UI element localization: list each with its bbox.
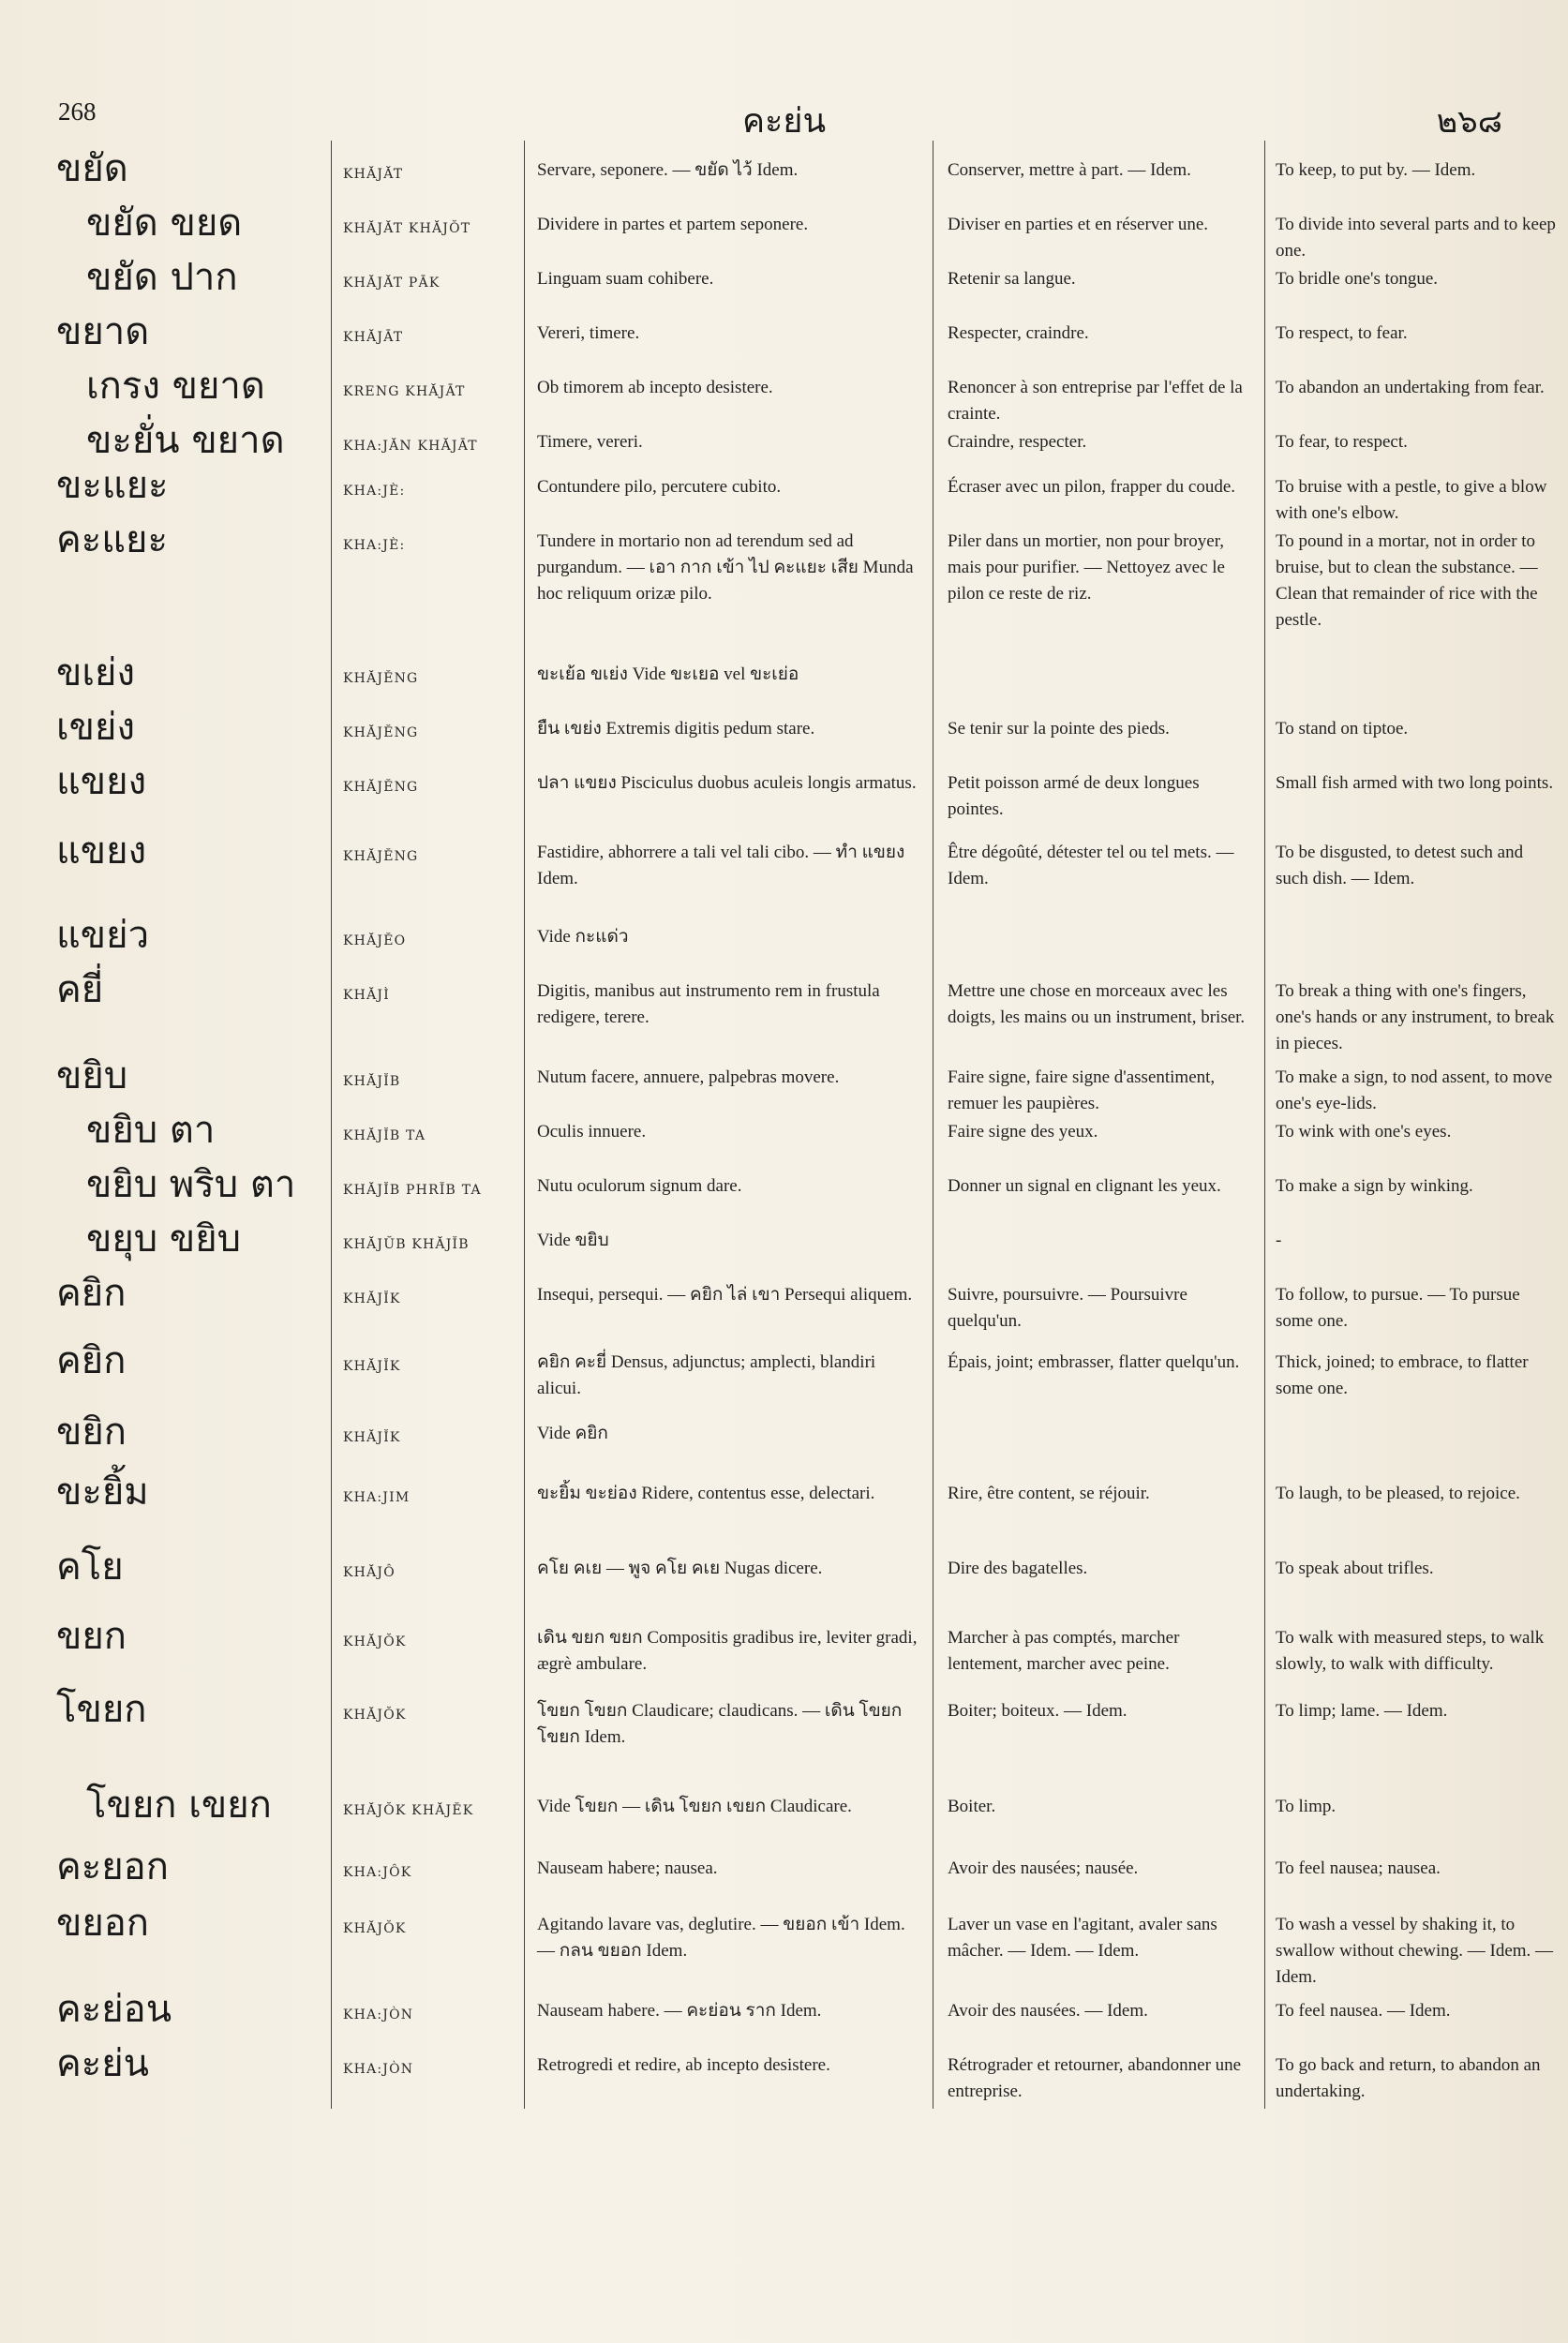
romanization: KHĂJŎK xyxy=(343,1634,407,1649)
thai-headword: คยิก xyxy=(56,1272,127,1315)
french-definition: Avoir des nausées; nausée. xyxy=(948,1858,1139,1878)
latin-definition: Nauseam habere; nausea. xyxy=(537,1858,718,1878)
latin-definition: Nauseam habere. — คะย่อน ราก Idem. xyxy=(537,2001,822,2021)
romanization: KHĂJÌ xyxy=(343,988,390,1003)
thai-headword: ขยัด ขยด xyxy=(86,201,243,245)
french-definition: Avoir des nausées. — Idem. xyxy=(948,2001,1148,2021)
french-definition: Respecter, craindre. xyxy=(948,323,1089,343)
romanization: KHA:JIM xyxy=(343,1490,411,1505)
romanization: KRENG KHĂJĀT xyxy=(343,384,466,399)
thai-headword: คะย่อน xyxy=(56,1988,172,2031)
thai-headword: คยิก xyxy=(56,1339,127,1382)
thai-headword: ขยาด xyxy=(56,310,150,353)
english-definition: To limp. xyxy=(1276,1797,1337,1816)
english-definition: To abandon an undertaking from fear. xyxy=(1276,378,1545,397)
romanization: KHA:JÒN xyxy=(343,2062,414,2077)
english-definition: To fear, to respect. xyxy=(1276,432,1408,452)
french-definition: Épais, joint; embrasser, flatter quelqu'un. xyxy=(948,1352,1240,1372)
french-definition: Mettre une chose en morceaux avec les doigts, les mains ou un instrument, briser. xyxy=(948,981,1246,1027)
english-definition: To wink with one's eyes. xyxy=(1276,1122,1452,1142)
romanization: KHA:JÈ: xyxy=(343,538,406,553)
english-definition: To break a thing with one's fingers, one's hands or any instrument, to break in pieces. xyxy=(1276,981,1555,1053)
latin-definition: ยืน เขย่ง Extremis digitis pedum stare. xyxy=(537,719,815,739)
latin-definition: ขะยิ้ม ขะย่อง Ridere, contentus esse, delectari. xyxy=(537,1484,875,1503)
thai-headword: ขะยิ้ม xyxy=(56,1470,149,1514)
thai-headword: คะย่น xyxy=(56,2042,150,2085)
latin-definition: Tundere in mortario non ad terendum sed ad purgandum. — เอา กาก เข้า ไป คะแยะ เสีย Munda hoc reliquum orizæ pilo. xyxy=(537,531,914,604)
romanization: KHĂJŬB KHĂJĬB xyxy=(343,1237,470,1252)
english-definition: To go back and return, to abandon an undertaking. xyxy=(1276,2055,1541,2101)
romanization: KHĂJŎK xyxy=(343,1708,407,1723)
english-definition: To laugh, to be pleased, to rejoice. xyxy=(1276,1484,1520,1503)
thai-headword: แขยง xyxy=(56,760,147,803)
column-rule xyxy=(524,141,525,2109)
latin-definition: Timere, vereri. xyxy=(537,432,643,452)
english-definition: To pound in a mortar, not in order to bruise, but to clean the substance. — Clean that remainder of rice with the pestle. xyxy=(1276,531,1538,630)
romanization: KHĂJĬK xyxy=(343,1430,401,1445)
latin-definition: Ob timorem ab incepto desistere. xyxy=(537,378,773,397)
thai-headword: เกรง ขยาด xyxy=(86,365,265,408)
thai-headword: ขะยั่น ขยาด xyxy=(86,419,285,462)
english-definition: Small fish armed with two long points. xyxy=(1276,773,1554,793)
romanization: KHĂJĬK xyxy=(343,1291,401,1306)
romanization: KHĂJĔNG xyxy=(343,780,419,795)
page-number-thai: ๒๖๘ xyxy=(1436,103,1502,141)
latin-definition: Nutum facere, annuere, palpebras movere. xyxy=(537,1067,840,1087)
latin-definition: Nutu oculorum signum dare. xyxy=(537,1176,742,1196)
thai-headword: ขเย่ง xyxy=(56,651,135,694)
french-definition: Retenir sa langue. xyxy=(948,269,1076,289)
french-definition: Faire signe des yeux. xyxy=(948,1122,1098,1142)
french-definition: Dire des bagatelles. xyxy=(948,1559,1088,1578)
thai-headword: ขยัด ปาก xyxy=(86,256,238,299)
latin-definition: Dividere in partes et partem seponere. xyxy=(537,215,809,234)
latin-definition: Oculis innuere. xyxy=(537,1122,647,1142)
thai-headword: ขยัด xyxy=(56,147,128,190)
thai-headword: ขยก xyxy=(56,1615,127,1658)
latin-definition: Vereri, timere. xyxy=(537,323,640,343)
latin-definition: เดิน ขยก ขยก Compositis gradibus ire, leviter gradi, ægrè ambulare. xyxy=(537,1628,918,1674)
french-definition: Faire signe, faire signe d'assentiment, remuer les paupières. xyxy=(948,1067,1216,1113)
french-definition: Marcher à pas comptés, marcher lentement, marcher avec peine. xyxy=(948,1628,1180,1674)
english-definition: To make a sign, to nod assent, to move one's eye-lids. xyxy=(1276,1067,1553,1113)
thai-headword: ขะแยะ xyxy=(56,464,169,507)
french-definition: Piler dans un mortier, non pour broyer, mais pour purifier. — Nettoyez avec le pilon ce reste de riz. xyxy=(948,531,1225,604)
romanization: KHĂJĬB PHRĬB TA xyxy=(343,1183,482,1198)
romanization: KHĂJŎK xyxy=(343,1921,407,1936)
romanization: KHĂJĂT xyxy=(343,167,404,182)
romanization: KHĂJŎK KHĂJĔK xyxy=(343,1803,474,1818)
thai-headword: โขยก เขยก xyxy=(86,1783,272,1827)
latin-definition: Vide โขยก — เดิน โขยก เขยก Claudicare. xyxy=(537,1797,852,1816)
latin-definition: คโย คเย — พูจ คโย คเย Nugas dicere. xyxy=(537,1559,823,1578)
french-definition: Boiter; boiteux. — Idem. xyxy=(948,1701,1127,1721)
latin-definition: Servare, seponere. — ขยัด ไว้ Idem. xyxy=(537,160,799,180)
column-rule xyxy=(331,141,332,2109)
thai-headword: คะแยะ xyxy=(56,518,168,561)
latin-definition: คยิก คะยี่ Densus, adjunctus; amplecti, blandiri alicui. xyxy=(537,1352,876,1398)
english-definition: Thick, joined; to embrace, to flatter some one. xyxy=(1276,1352,1529,1398)
english-definition: To wash a vessel by shaking it, to swallow without chewing. — Idem. — Idem. xyxy=(1276,1915,1554,1987)
latin-definition: Contundere pilo, percutere cubito. xyxy=(537,477,782,497)
thai-headword: คยี่ xyxy=(56,968,104,1011)
french-definition: Suivre, poursuivre. — Poursuivre quelqu'un. xyxy=(948,1285,1187,1331)
romanization: KHĂJĔNG xyxy=(343,671,419,686)
english-definition: To limp; lame. — Idem. xyxy=(1276,1701,1448,1721)
english-definition: To divide into several parts and to keep one. xyxy=(1276,215,1556,261)
latin-definition: Retrogredi et redire, ab incepto desistere. xyxy=(537,2055,830,2075)
french-definition: Être dégoûté, détester tel ou tel mets. — Idem. xyxy=(948,843,1234,888)
english-definition: To respect, to fear. xyxy=(1276,323,1408,343)
french-definition: Rétrograder et retourner, abandonner une entreprise. xyxy=(948,2055,1242,2101)
romanization: KHĂJĔNG xyxy=(343,725,419,740)
french-definition: Laver un vase en l'agitant, avaler sans mâcher. — Idem. — Idem. xyxy=(948,1915,1217,1961)
french-definition: Se tenir sur la pointe des pieds. xyxy=(948,719,1170,739)
romanization: KHA:JÈ: xyxy=(343,484,406,499)
english-definition: To walk with measured steps, to walk slowly, to walk with difficulty. xyxy=(1276,1628,1545,1674)
english-definition: To follow, to pursue. — To pursue some one. xyxy=(1276,1285,1520,1331)
romanization: KHĂJĬB xyxy=(343,1074,401,1089)
thai-headword: ขยิบ ตา xyxy=(86,1109,216,1152)
latin-definition: Agitando lavare vas, deglutire. — ขยอก เข้า Idem. — กลน ขยอก Idem. xyxy=(537,1915,905,1961)
english-definition: - xyxy=(1276,1231,1282,1250)
english-definition: To bruise with a pestle, to give a blow with one's elbow. xyxy=(1276,477,1547,523)
page-number: 268 xyxy=(58,97,97,126)
romanization: KHĂJĂT PĀK xyxy=(343,276,441,291)
latin-definition: Fastidire, abhorrere a tali vel tali cibo. — ทำ แขยง Idem. xyxy=(537,843,905,888)
english-definition: To bridle one's tongue. xyxy=(1276,269,1439,289)
romanization: KHĂJĔNG xyxy=(343,849,419,864)
french-definition: Rire, être content, se réjouir. xyxy=(948,1484,1150,1503)
thai-headword: ขยุบ ขยิบ xyxy=(86,1217,242,1261)
english-definition: To keep, to put by. — Idem. xyxy=(1276,160,1476,180)
latin-definition: Vide ขยิบ xyxy=(537,1231,609,1250)
latin-definition: Vide คยิก xyxy=(537,1424,608,1443)
thai-headword: ขยิก xyxy=(56,1410,127,1454)
latin-definition: Insequi, persequi. — คยิก ไล่ เขา Persequi aliquem. xyxy=(537,1285,913,1305)
romanization: KHĂJĬB TA xyxy=(343,1128,426,1143)
thai-headword: คะยอก xyxy=(56,1845,169,1888)
page-header xyxy=(0,94,1568,141)
thai-headword: ขยิบ พริบ ตา xyxy=(86,1163,296,1206)
french-definition: Craindre, respecter. xyxy=(948,432,1087,452)
thai-headword: แขยง xyxy=(56,829,147,873)
french-definition: Renoncer à son entreprise par l'effet de la crainte. xyxy=(948,378,1243,424)
thai-headword: แขย่ว xyxy=(56,914,150,957)
french-definition: Donner un signal en clignant les yeux. xyxy=(948,1176,1221,1196)
english-definition: To speak about trifles. xyxy=(1276,1559,1434,1578)
thai-headword: เขย่ง xyxy=(56,706,135,749)
romanization: KHĂJĔO xyxy=(343,933,407,948)
latin-definition: ขะเย้อ ขเย่ง Vide ขะเยอ vel ขะเย่อ xyxy=(537,664,799,684)
french-definition: Boiter. xyxy=(948,1797,996,1816)
romanization: KHĂJĂT KHĂJŎT xyxy=(343,221,471,236)
latin-definition: Vide กะแด่ว xyxy=(537,927,629,947)
romanization: KHĂJÔ xyxy=(343,1565,396,1580)
latin-definition: โขยก โขยก Claudicare; claudicans. — เดิน โขยก โขยก Idem. xyxy=(537,1701,903,1747)
romanization: KHA:JÒN xyxy=(343,2007,414,2022)
running-head: คะย่น xyxy=(741,102,827,141)
english-definition: To feel nausea; nausea. xyxy=(1276,1858,1441,1878)
french-definition: Conserver, mettre à part. — Idem. xyxy=(948,160,1191,180)
thai-headword: โขยก xyxy=(56,1688,147,1731)
romanization: KHA:JÔK xyxy=(343,1865,412,1880)
latin-definition: Linguam suam cohibere. xyxy=(537,269,714,289)
french-definition: Diviser en parties et en réserver une. xyxy=(948,215,1209,234)
english-definition: To stand on tiptoe. xyxy=(1276,719,1409,739)
latin-definition: ปลา แขยง Pisciculus duobus aculeis longis armatus. xyxy=(537,773,917,793)
thai-headword: ขยอก xyxy=(56,1902,150,1945)
english-definition: To feel nausea. — Idem. xyxy=(1276,2001,1451,2021)
thai-headword: ขยิบ xyxy=(56,1054,128,1097)
column-rule xyxy=(1264,141,1265,2109)
romanization: KHĂJĬK xyxy=(343,1359,401,1374)
romanization: KHĂJĀT xyxy=(343,330,404,345)
english-definition: To make a sign by winking. xyxy=(1276,1176,1473,1196)
latin-definition: Digitis, manibus aut instrumento rem in frustula redigere, terere. xyxy=(537,981,880,1027)
french-definition: Écraser avec un pilon, frapper du coude. xyxy=(948,477,1236,497)
romanization: KHA:JĂN KHĂJĀT xyxy=(343,439,478,454)
english-definition: To be disgusted, to detest such and such dish. — Idem. xyxy=(1276,843,1524,888)
french-definition: Petit poisson armé de deux longues pointes. xyxy=(948,773,1200,819)
thai-headword: คโย xyxy=(56,1545,124,1589)
